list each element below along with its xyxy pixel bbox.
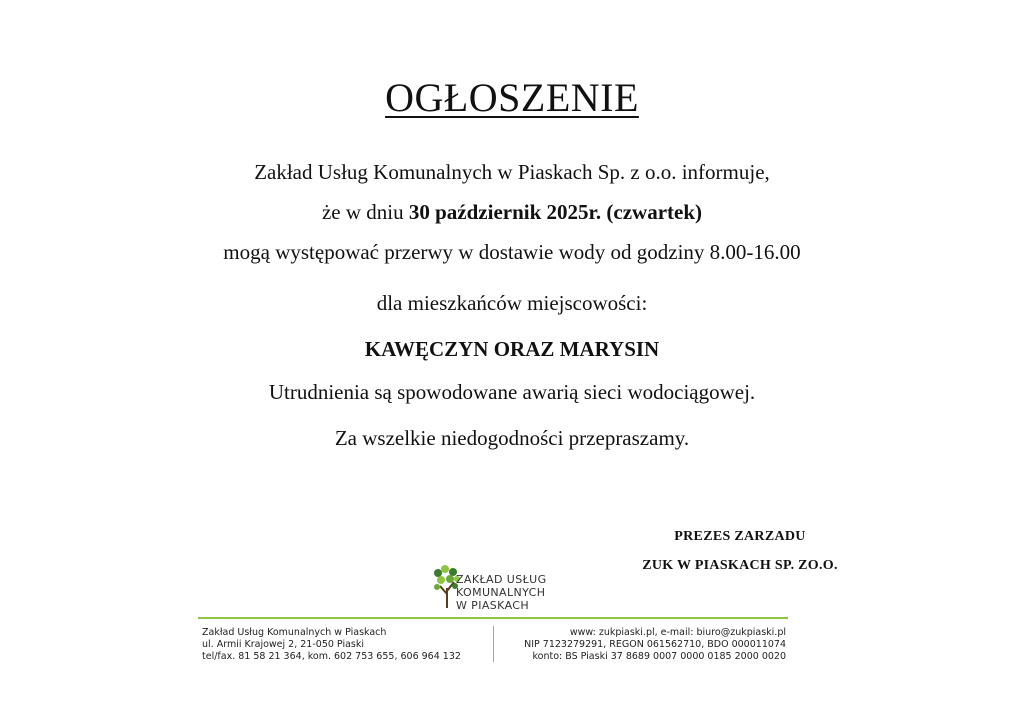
footer-rule: [198, 617, 788, 619]
date-line: [0, 200, 1024, 225]
interruption-line: mogą występować przerwy w dostawie wody od godziny 8.00-16.00: [223, 240, 801, 264]
date-line-prefix: że w dniu: [321, 200, 409, 224]
logo-text-line2: KOMUNALNYCH: [456, 586, 546, 599]
footer-divider: [493, 626, 494, 662]
intro-line: Zakład Usług Komunalnych w Piaskach Sp. z o.o. informuje,: [254, 160, 770, 184]
cause-line: Utrudnienia są spowodowane awarią sieci wodociągowej.: [268, 380, 756, 404]
footer-address-block: [202, 627, 461, 663]
footer-address: ul. Armii Krajowej 2, 21-050 Piaski: [202, 639, 364, 650]
footer-phone: tel/fax. 81 58 21 364, kom. 602 753 655, 606 964 132: [202, 651, 461, 662]
footer-registration: NIP 7123279291, REGON 061562710, BDO 000011074: [524, 639, 786, 650]
localities-line: KAWĘCZYN ORAZ MARYSIN: [364, 337, 660, 361]
signature-title: PREZES ZARZADU: [674, 529, 806, 544]
residents-intro-line: dla mieszkańców miejscowości:: [376, 291, 648, 315]
signature-company: ZUK W PIASKACH SP. ZO.O.: [642, 558, 838, 573]
footer-web-email: www: zukpiaski.pl, e-mail: biuro@zukpiaski.pl: [569, 627, 786, 638]
logo-text-line1: ZAKŁAD USŁUG: [456, 573, 547, 586]
footer-contact-block: [524, 627, 786, 663]
footer-bank-account: konto: BS Piaski 37 8689 0007 0000 0185 2000 0020: [532, 651, 786, 662]
date-value: 30 październik 2025r. (czwartek): [408, 200, 703, 224]
footer-company-name: Zakład Usług Komunalnych w Piaskach: [202, 627, 387, 638]
announcement-title: OGŁOSZENIE: [385, 75, 639, 120]
logo-text-line3: W PIASKACH: [456, 599, 530, 612]
apology-line: Za wszelkie niedogodności przepraszamy.: [334, 426, 690, 450]
